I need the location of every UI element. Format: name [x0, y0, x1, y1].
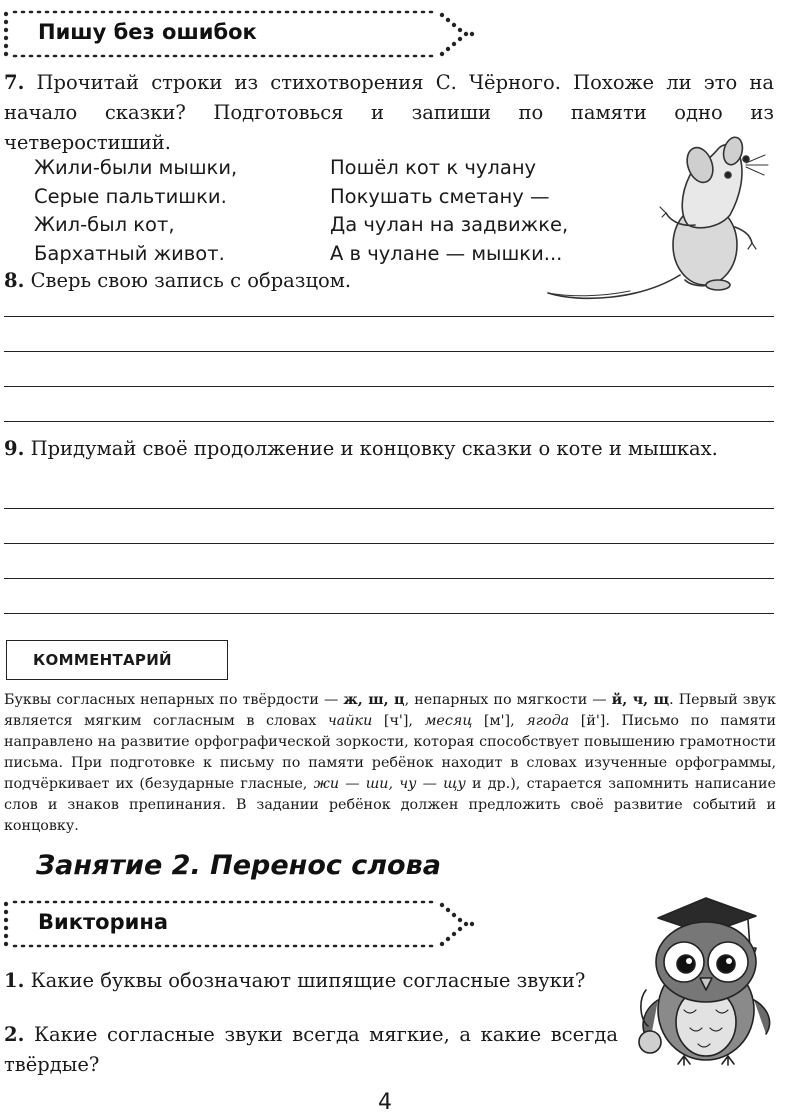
comment-fragment: [м'],: [472, 713, 527, 729]
task-8: [4, 266, 774, 296]
comment-italic: жи — ши, чу — щу: [313, 776, 466, 792]
page-number: 4: [378, 1090, 392, 1115]
section-title: Пишу без ошибок: [38, 20, 257, 44]
writing-line[interactable]: [4, 421, 774, 422]
comment-italic: ягода: [526, 713, 570, 729]
poem-line: Серые пальтишки.: [34, 184, 227, 208]
question-number: 1.: [4, 969, 25, 992]
task-text: Придумай своё продолжение и концовку сказки о коте и мышках.: [30, 437, 718, 460]
comment-fragment: , непарных по мягкости —: [404, 692, 612, 708]
task-text: Сверь свою запись с образцом.: [30, 269, 352, 292]
comment-italic: месяц: [424, 713, 473, 729]
task-number: 8.: [4, 269, 25, 292]
comment-fragment: и др.), старается запомнить написание слов и знаков препинания. В задании ребёнок должен предложить своё развитие событий и концовку.: [4, 776, 776, 834]
poem-line: Жили-были мышки,: [34, 156, 238, 179]
task-9: [4, 434, 774, 464]
comment-bold: ж, ш, ц: [343, 692, 405, 708]
poem-line: Покушать сметану —: [330, 184, 550, 208]
quiz-question-2: [4, 1020, 618, 1080]
section-header-writing: [4, 8, 474, 60]
poem-line: А в чулане — мышки...: [330, 241, 563, 265]
comment-label-box: [6, 640, 228, 680]
writing-line[interactable]: [4, 613, 774, 614]
quiz-question-1: [4, 966, 618, 996]
lesson-title: Занятие 2. Перенос слова: [36, 850, 441, 881]
comment-text: [4, 690, 776, 837]
writing-line[interactable]: [4, 351, 774, 352]
poem-line: Бархатный живот.: [34, 241, 225, 265]
poem-line: Жил-был кот,: [34, 213, 175, 236]
task-text: Прочитай строки из стихотворения С. Чёрного. Похоже ли это на начало сказки? Подготовься и запиши по памяти одно из четверостиший.: [4, 71, 775, 154]
writing-line[interactable]: [4, 508, 774, 509]
comment-bold: й, ч, щ: [611, 692, 670, 708]
owl-illustration: [628, 890, 784, 1070]
comment-fragment: Буквы согласных непарных по твёрдости —: [4, 692, 344, 708]
poem-column-left: [34, 154, 237, 268]
comment-italic: чайки: [327, 713, 373, 729]
writing-line[interactable]: [4, 543, 774, 544]
comment-fragment: . Первый звук является мягким согласным в словах: [4, 692, 776, 729]
task-number: 7.: [4, 71, 25, 94]
comment-fragment: [ч'],: [372, 713, 425, 729]
writing-line[interactable]: [4, 578, 774, 579]
section-title: Викторина: [38, 910, 168, 934]
question-text: Какие буквы обозначают шипящие согласные звуки?: [30, 969, 586, 992]
poem-line: Да чулан на задвижке,: [330, 213, 569, 236]
poem-line: Пошёл кот к чулану: [330, 156, 537, 179]
writing-line[interactable]: [4, 316, 774, 317]
question-text: Какие согласные звуки всегда мягкие, а какие всегда твёрдые?: [4, 1023, 618, 1076]
section-header-quiz: [4, 898, 474, 950]
task-number: 9.: [4, 437, 25, 460]
poem-column-right: [330, 154, 568, 268]
writing-line[interactable]: [4, 386, 774, 387]
comment-fragment: [й']. Письмо по памяти направлено на развитие орфографической зоркости, которая способствует повышению грамотности письма. При подготовке к письму по памяти ребёнок находит в словах изученные орфограммы, подчёркивает их (безударные гласные,: [4, 713, 777, 792]
question-number: 2.: [4, 1023, 25, 1046]
comment-label: КОММЕНТАРИЙ: [33, 651, 172, 669]
